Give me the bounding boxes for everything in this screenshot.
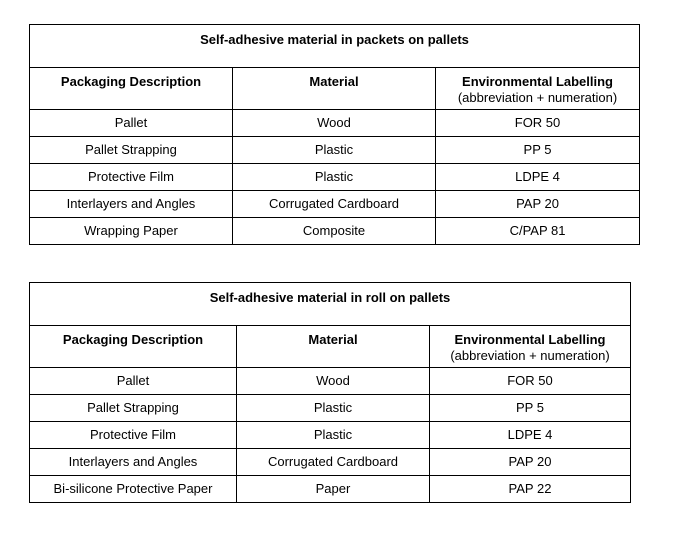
header-material: Material xyxy=(233,68,436,110)
table-row xyxy=(30,476,631,503)
cell-labelling: PAP 20 xyxy=(436,191,640,218)
header-labelling-subtitle: (abbreviation + numeration) xyxy=(457,90,618,105)
table-row xyxy=(30,368,631,395)
table-row xyxy=(30,110,640,137)
table-row xyxy=(30,137,640,164)
header-labelling-subtitle: (abbreviation + numeration) xyxy=(450,348,610,363)
cell-description: Interlayers and Angles xyxy=(30,449,237,476)
cell-description: Pallet Strapping xyxy=(30,395,237,422)
table-row xyxy=(30,218,640,245)
cell-material: Corrugated Cardboard xyxy=(237,449,430,476)
header-environmental-labelling: Environmental Labelling (abbreviation + numeration) xyxy=(430,326,631,368)
cell-labelling: FOR 50 xyxy=(430,368,631,395)
table-row xyxy=(30,164,640,191)
table-row xyxy=(30,422,631,449)
header-packaging-description: Packaging Description xyxy=(30,68,233,110)
table-header-row xyxy=(30,326,631,368)
cell-material: Plastic xyxy=(237,422,430,449)
cell-description: Bi-silicone Protective Paper xyxy=(30,476,237,503)
header-environmental-labelling: Environmental Labelling (abbreviation + numeration) xyxy=(436,68,640,110)
cell-material: Composite xyxy=(233,218,436,245)
cell-description: Pallet Strapping xyxy=(30,137,233,164)
header-packaging-description: Packaging Description xyxy=(30,326,237,368)
table-header-row xyxy=(30,68,640,110)
cell-description: Protective Film xyxy=(30,422,237,449)
table-title: Self-adhesive material in packets on pallets xyxy=(30,25,640,68)
cell-description: Protective Film xyxy=(30,164,233,191)
cell-material: Plastic xyxy=(233,137,436,164)
cell-labelling: PP 5 xyxy=(430,395,631,422)
table-row xyxy=(30,395,631,422)
cell-description: Interlayers and Angles xyxy=(30,191,233,218)
table-row xyxy=(30,191,640,218)
cell-description: Wrapping Paper xyxy=(30,218,233,245)
cell-description: Pallet xyxy=(30,368,237,395)
cell-material: Paper xyxy=(237,476,430,503)
packaging-table-roll xyxy=(29,282,631,503)
table-row xyxy=(30,449,631,476)
cell-description: Pallet xyxy=(30,110,233,137)
packaging-table-packets xyxy=(29,24,640,245)
cell-labelling: PAP 22 xyxy=(430,476,631,503)
cell-labelling: LDPE 4 xyxy=(436,164,640,191)
cell-material: Corrugated Cardboard xyxy=(233,191,436,218)
table-title: Self-adhesive material in roll on pallets xyxy=(30,283,631,326)
cell-labelling: LDPE 4 xyxy=(430,422,631,449)
cell-labelling: PAP 20 xyxy=(430,449,631,476)
cell-labelling: PP 5 xyxy=(436,137,640,164)
cell-labelling: FOR 50 xyxy=(436,110,640,137)
cell-material: Plastic xyxy=(237,395,430,422)
cell-material: Plastic xyxy=(233,164,436,191)
cell-material: Wood xyxy=(233,110,436,137)
header-material: Material xyxy=(237,326,430,368)
cell-material: Wood xyxy=(237,368,430,395)
cell-labelling: C/PAP 81 xyxy=(436,218,640,245)
